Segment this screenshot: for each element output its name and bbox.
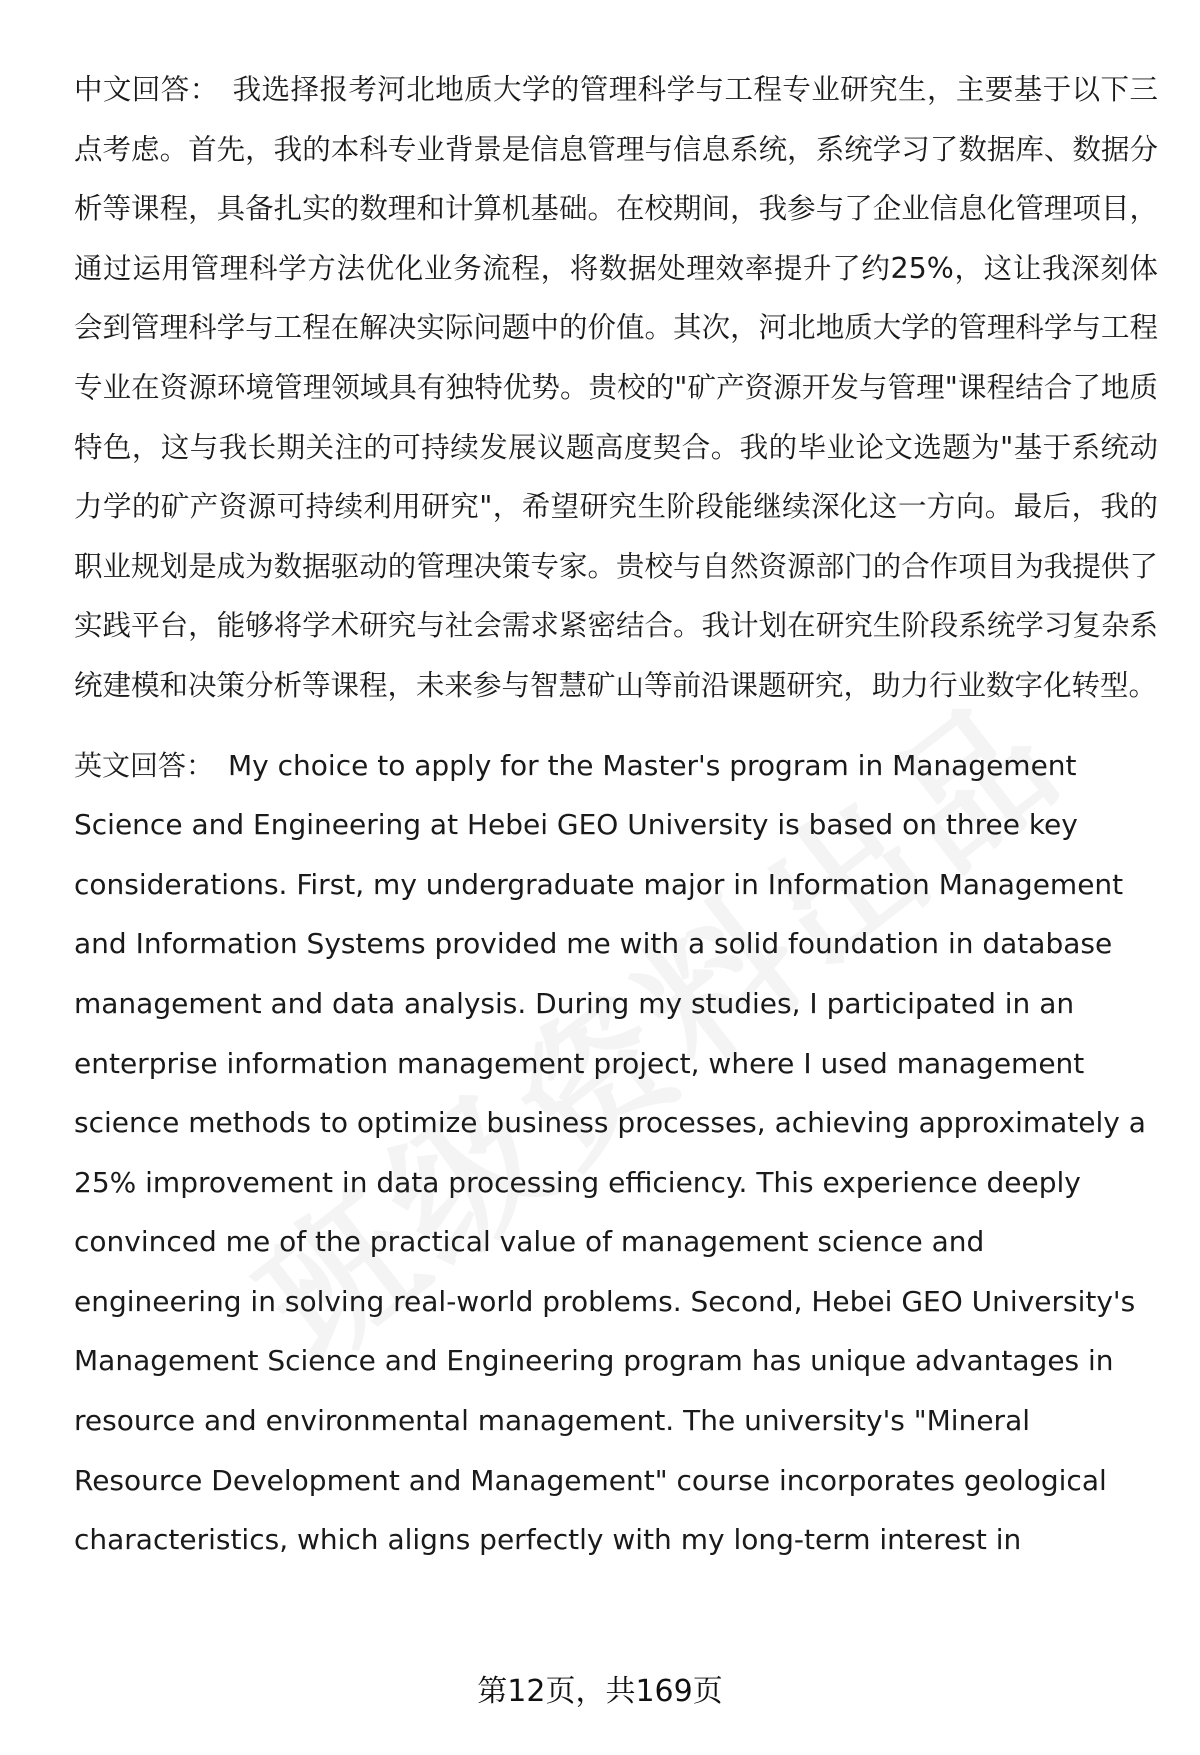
chinese-answer-text: 我选择报考河北地质大学的管理科学与工程专业研究生，主要基于以下三点考虑。首先，我的本科专业背景是信息管理与信息系统，系统学习了数据库、数据分析等课程，具备扎实的数理和计算机基础。在校期间，我参与了企业信息化管理项目，通过运用管理科学方法优化业务流程，将数据处理效率提升了约25%，这让我深刻体会到管理科学与工程在解决实际问题中的价值。其次，河北地质大学的管理科学与工程专业在资源环境管理领域具有独特优势。贵校的"矿产资源开发与管理"课程结合了地质特色，这与我长期关注的可持续发展议题高度契合。我的毕业论文选题为"基于系统动力学的矿产资源可持续利用研究"，希望研究生阶段能继续深化这一方向。最后，我的职业规划是成为数据驱动的管理决策专家。贵校与自然资源部门的合作项目为我提供了实践平台，能够将学术研究与社会需求紧密结合。我计划在研究生阶段系统学习复杂系统建模和决策分析等课程，未来参与智慧矿山等前沿课题研究，助力行业数字化转型。 — [74, 73, 1158, 702]
english-answer-label: 英文回答： — [74, 748, 215, 782]
page-indicator: 第12页，共169页 — [477, 1674, 723, 1709]
chinese-answer-paragraph — [74, 60, 1158, 716]
chinese-answer-label: 中文回答： — [74, 73, 219, 106]
english-answer-paragraph — [74, 736, 1158, 1570]
document-page — [74, 60, 1158, 1590]
english-answer-text: My choice to apply for the Master's program in Management Science and Engineering at Hebei GEO University is based on three key considerations. First, my undergraduate major in Information Management and Information Systems provided me with a solid foundation in database management and data analysis. During my studies, I participated in an enterprise information management project, where I used management science methods to optimize business processes, achieving approximately a 25% improvement in data processing efficiency. This experience deeply convinced me of the practical value of management science and engineering in solving real-world problems. Second, Hebei GEO University's Management Science and Engineering program has unique advantages in resource and environmental management. The university's "Mineral Resource Development and Management" course incorporates geological characteristics, which aligns perfectly with my long-term interest in — [74, 748, 1146, 1557]
